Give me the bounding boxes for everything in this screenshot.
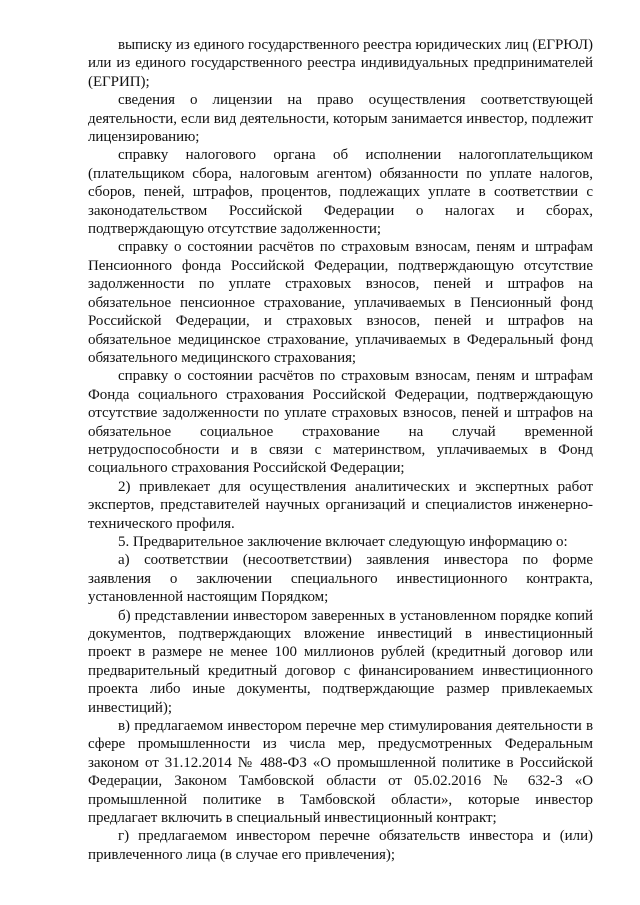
paragraph-item-a: а) соответствии (несоответствии) заявления инвестора по форме заявления о заключении специального инвестиционного контракта, установленной настоящим Порядком; bbox=[88, 552, 593, 606]
paragraph-item-v: в) предлагаемом инвестором перечне мер стимулирования деятельности в сфере промышленности из числа мер, предусмотренных Федеральным законом от 31.12.2014 № 488-ФЗ «О промышленной политике в Российской Федерации, Законом Тамбовской области от 05.02.2016 № 632-З «О промышленной политике в Тамбовской области», которые инвестор предлагает включить в специальный инвестиционный контракт; bbox=[88, 718, 593, 827]
paragraph-license-info: сведения о лицензии на право осуществления соответствующей деятельности, если вид деятельности, которым занимается инвестор, подлежит лицензированию; bbox=[88, 92, 593, 146]
paragraph-pension-fund-certificate: справку о состоянии расчётов по страховым взносам, пеням и штрафам Пенсионного фонда Российской Федерации, подтверждающую отсутствие задолженности по уплате страховых взносов, пеней и штрафов на обязательное пенсионное страхование, уплачиваемых в Пенсионный фонд Российской Федерации, и страховых взносов, пеней и штрафов на обязательное медицинское страхование, уплачиваемых в Федеральный фонд обязательного медицинского страхования; bbox=[88, 239, 593, 366]
paragraph-tax-certificate: справку налогового органа об исполнении налогоплательщиком (плательщиком сбора, налоговым агентом) обязанности по уплате налогов, сборов, пеней, штрафов, процентов, подлежащих уплате в соответствии с законодательством Российской Федерации о налогах и сборах, подтверждающую отсутствие задолженности; bbox=[88, 147, 593, 238]
paragraph-experts-involvement: 2) привлекает для осуществления аналитических и экспертных работ экспертов, представителей научных организаций и специалистов инженерно-технического профиля. bbox=[88, 478, 593, 532]
paragraph-egrul-extract: выписку из единого государственного реестра юридических лиц (ЕГРЮЛ) или из единого государственного реестра индивидуальных предпринимателей (ЕГРИП); bbox=[88, 37, 593, 90]
paragraph-item-g: г) предлагаемом инвестором перечне обязательств инвестора и (или) привлеченного лица (в случае его привлечения); bbox=[88, 828, 593, 863]
paragraph-item-b: б) представлении инвестором заверенных в установленном порядке копий документов, подтверждающих вложение инвестиций в инвестиционный проект в размере не менее 100 миллионов рублей (кредитный договор или предварительный кредитный договор с финансированием инвестиционного проекта либо иные документы, подтверждающие размер привлекаемых инвестиций); bbox=[88, 607, 593, 716]
document-page bbox=[88, 36, 593, 864]
paragraph-preliminary-conclusion: 5. Предварительное заключение включает следующую информацию о: bbox=[118, 533, 568, 550]
paragraph-social-insurance-certificate: справку о состоянии расчётов по страховым взносам, пеням и штрафам Фонда социального страхования Российской Федерации, подтверждающую отсутствие задолженности по уплате страховых взносов, пеней и штрафов на обязательное социальное страхование на случай временной нетрудоспособности и в связи с материнством, уплачиваемых в Фонд социального страхования Российской Федерации; bbox=[88, 368, 593, 477]
